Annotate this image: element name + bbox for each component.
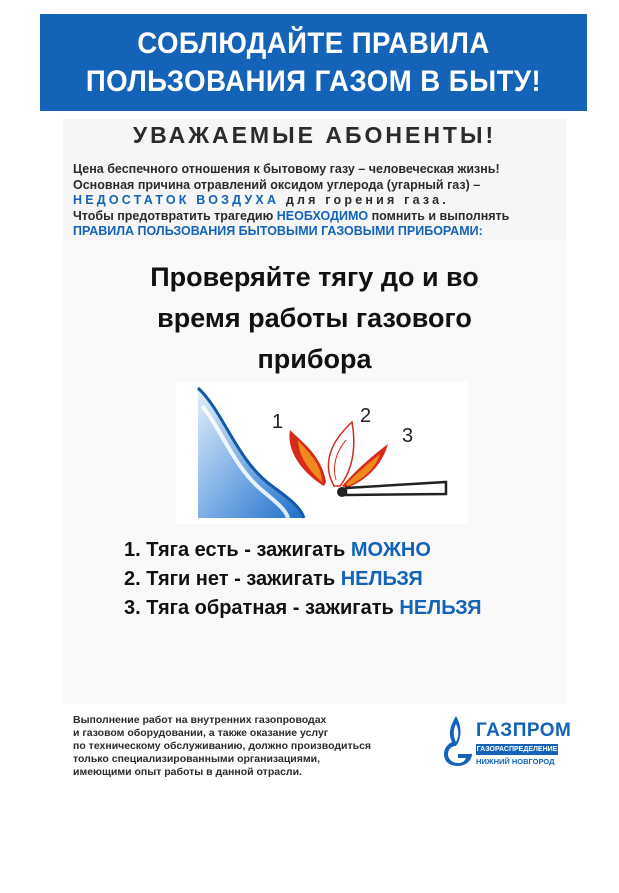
intro-line-3 [73,193,559,209]
greeting-heading: УВАЖАЕМЫЕ АБОНЕНТЫ! [132,122,497,148]
rule-item [124,565,564,594]
headline-line-3: прибора [257,344,372,374]
flame-3 [342,444,388,488]
intro-line-5: ПРАВИЛА ПОЛЬЗОВАНИЯ БЫТОВЫМИ ГАЗОВЫМИ ПРИБОРАМИ: [73,224,483,238]
flame-label-3: 3 [402,425,414,447]
headline-line-2: время работы газового [157,303,472,333]
intro-highlight-air: НЕДОСТАТОК ВОЗДУХА [73,193,280,207]
headline-line-1: Проверяйте тягу до и во [150,262,479,292]
rule-item [124,594,564,623]
intro-text [73,162,559,240]
flame-g-icon [436,712,476,768]
rule-keyword: НЕЛЬЗЯ [340,568,423,590]
intro-line-2: Основная причина отравлений оксидом углерода (угарный газ) – [73,177,481,192]
gazprom-logo [436,712,572,768]
footer-line: только специализированными организациями, [73,753,321,765]
logo-subtitle: ГАЗОРАСПРЕДЕЛЕНИЕ [476,746,558,753]
flame-label-1: 1 [272,411,284,433]
flame-1 [289,430,326,486]
footer-notice [73,714,433,779]
intro-line-1: Цена беспечного отношения к бытовому газу – человеческая жизнь! [73,162,500,176]
banner-line-2: ПОЛЬЗОВАНИЯ ГАЗОМ В БЫТУ! [85,64,542,98]
intro-line-4 [73,209,559,225]
rule-text: 3. Тяга обратная - зажигать [124,597,400,619]
rule-text: 1. Тяга есть - зажигать [124,539,351,561]
flame-label-2: 2 [360,405,372,427]
intro-line-4-rest: помнить и выполнять [368,208,510,223]
rule-item [124,536,564,565]
flame-2 [328,422,353,486]
header-banner [40,14,587,111]
banner-line-1: СОБЛЮДАЙТЕ ПРАВИЛА [137,26,490,60]
footer-line: по техническому обслуживанию, должно производиться [73,740,372,752]
draft-rules-list [124,536,564,623]
footer-line: имеющими опыт работы в данной отрасли. [73,766,302,778]
rule-keyword: НЕЛЬЗЯ [399,597,482,619]
draft-check-drawing [176,382,468,524]
main-headline [63,257,566,380]
draft-illustration [176,382,468,524]
rule-keyword: МОЖНО [350,539,431,561]
intro-highlight-necessary: НЕОБХОДИМО [276,208,369,223]
footer-line: и газовом оборудовании, а также оказание услуг [73,727,329,739]
intro-line-4-start: Чтобы предотвратить трагедию [73,208,277,223]
logo-name: ГАЗПРОМ [476,720,572,741]
footer-line: Выполнение работ на внутренних газопроводах [73,714,327,726]
intro-line-3-rest: для горения газа. [279,193,449,207]
logo-city: НИЖНИЙ НОВГОРОД [476,757,555,766]
rule-text: 2. Тяги нет - зажигать [124,568,341,590]
